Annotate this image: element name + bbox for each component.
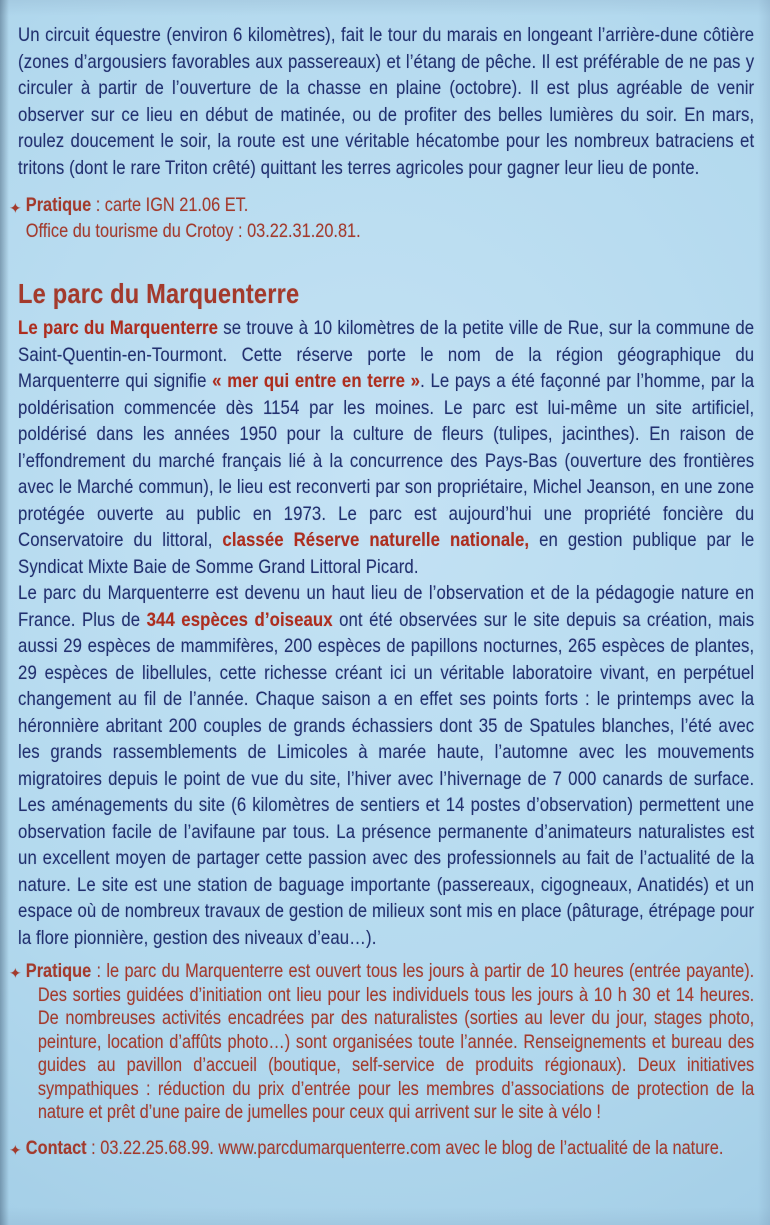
note-bullet-icon: ✦ <box>9 965 22 981</box>
pratique-note-crotoy <box>9 193 754 245</box>
contact-text: Contact : 03.22.25.68.99. www.parcdumarquenterre.com avec le blog de l’actualité de la nature. <box>25 1137 724 1159</box>
pratique-parc-text: Pratique : le parc du Marquenterre est ouvert tous les jours à partir de 10 heures (entrée payante). Des sorties guidées d’initiation ont lieu pour les individuels tous les jours à 10 h 30 et 14 heures. De nombreuses activités encadrées par des naturalistes (sorties au lever du jour, stages photo, peinture, location d’affûts photo…) sont organisées toute l’année. Renseignements et bureau des guides au pavillon d’accueil (boutique, self-service de produits régionaux). Deux initiatives sympathiques : réduction du prix d’entrée pour les membres d’associations de protection de la nature et prêt d’une paire de jumelles pour ceux qui arrivent sur le site à vélo ! <box>25 961 755 1123</box>
park-paragraph-history: Le parc du Marquenterre se trouve à 10 kilomètres de la petite ville de Rue, sur la commune de Saint-Quentin-en-Tourmont. Cette réserve porte le nom de la région géographique du Marquenterre qui signifie « mer qui entre en terre ». Le pays a été façonné par l’homme, par la poldérisation commencée dès 1154 par les moines. Le parc est lui-même un site artificiel, poldérisé dans les années 1950 pour la culture de fleurs (tulipes, jacinthes). En raison de l’effondrement du marché français lié à la concurrence des Pays-Bas (ouverture des frontières avec le Marché commun), le lieu est reconverti par son propriétaire, Michel Jeanson, en une zone protégée ouverte au public en 1973. Le parc est aujourd’hui une propriété foncière du Conservatoire du littoral, classée Réserve naturelle nationale, en gestion publique par le Syndicat Mixte Baie de Somme Grand Littoral Picard. <box>18 317 755 578</box>
park-paragraph-wildlife: Le parc du Marquenterre est devenu un haut lieu de l’observation et de la pédagogie nature en France. Plus de 344 espèces d’oiseaux ont été observées sur le site depuis sa création, mais aussi 29 espèces de mammifères, 200 espèces de papillons nocturnes, 265 espèces de plantes, 29 espèces de libellules, cette richesse créant ici un véritable laboratoire vivant, en perpétuel changement au fil de l’année. Chaque saison a en effet ses points forts : le printemps avec la héronnière abritant 200 couples de grands échassiers dont 35 de Spatules blanches, l’été avec les grands rassemblements de Limicoles à marée haute, l’automne avec les mouvements migratoires depuis le point de vue du site, l’hiver avec l’hivernage de 7 000 canards de surface. Les aménagements du site (6 kilomètres de sentiers et 14 postes d’observation) permettent une observation facile de l’avifaune par tous. La présence permanente d’animateurs naturalistes est un excellent moyen de partager cette passion avec des professionnels au fait de l’actualité de la nature. Le site est une station de baguage importante (passereaux, cigogneaux, Anatidés) et un espace où de nombreux travaux de gestion de milieux sont mis en place (pâturage, étrépage pour la flore pionnière, gestion des niveaux d’eau…). <box>18 582 755 949</box>
contact-note <box>9 1137 754 1160</box>
pratique-crotoy-line-1: Pratique : carte IGN 21.06 ET. <box>25 195 249 216</box>
note-bullet-icon: ✦ <box>9 1141 22 1158</box>
section-heading: Le parc du Marquenterre <box>18 278 300 309</box>
note-bullet-icon: ✦ <box>9 200 22 216</box>
pratique-note-parc <box>9 960 755 1125</box>
intro-paragraph: Un circuit équestre (environ 6 kilomètres), fait le tour du marais en longeant l’arrière-dune côtière (zones d’argousiers favorables aux passereaux) et l’étang de pêche. Il est préférable de ne pas y circuler à partir de l’ouverture de la chasse en plaine (octobre). Il est plus agréable de venir observer sur ce lieu en début de matinée, ou de profiter des belles lumières du soir. En mars, roulez doucement le soir, la route est une véritable hécatombe pour les nombreux batraciens et tritons (dont le rare Triton crêté) quittant les terres agricoles pour gagner leur lieu de ponte. <box>18 24 755 179</box>
pratique-crotoy-line-2: Office du tourisme du Crotoy : 03.22.31.20.81. <box>25 221 361 242</box>
